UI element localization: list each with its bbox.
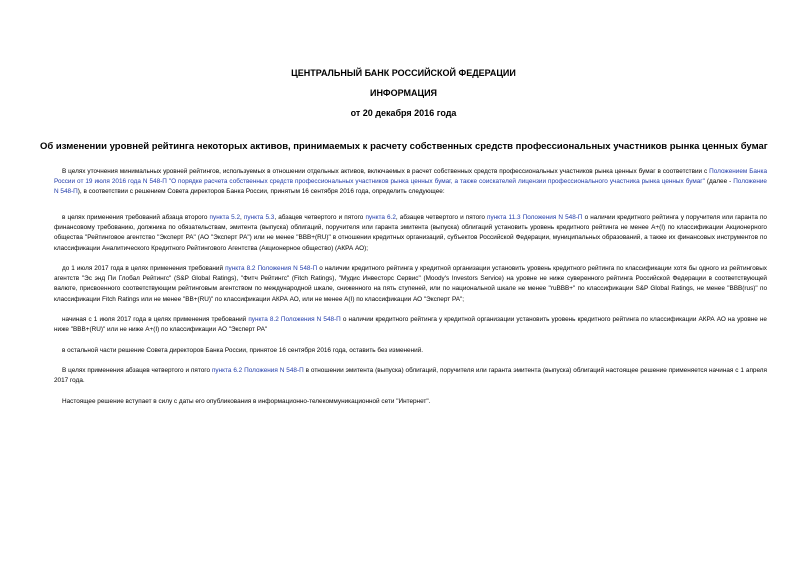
- document-type: ИНФОРМАЦИЯ: [369, 88, 438, 98]
- bank-title: ЦЕНТРАЛЬНЫЙ БАНК РОССИЙСКОЙ ФЕДЕРАЦИИ: [291, 68, 516, 78]
- text: В целях применения абзацев четвертого и пятого: [62, 367, 212, 374]
- text: о наличии кредитного рейтинга у поручителя или гаранта по финансовому требованию, должника по обязательствам, эмитента (выпуска) облигаций, поручителя или гаранта эмитента (выпуска) облигаций установить уровень кредитного рейтинга не менее A+(I) по классификации Акционерного общества "Рейтинговое агентство "Эксперт РА" (АО "Эксперт РА") или не менее "BBB+(RU)" в отношении кредитных организаций, субъектов Российской Федерации, муниципальных образований, а также их финансовых инструментов по классификации Аналитического Кредитного Рейтингового Агентства (Акционерное общество) (АКРА АО);: [54, 214, 767, 252]
- paragraph-item-4: [54, 346, 767, 356]
- document-subject: Об изменении уровней рейтинга некоторых активов, принимаемых к расчету собственных средств профессиональных участников рынка ценных бумаг: [40, 141, 768, 152]
- paragraph-application: [54, 366, 767, 386]
- link-point-5-2[interactable]: пункта 5.2: [209, 214, 240, 221]
- text: (далее -: [704, 178, 734, 186]
- text: о наличии кредитного рейтинга у кредитной организации установить уровень кредитного рейтинга по классификации АКРА АО на уровне не ниже "BBB+(RU)" или не ниже A+(I) по классификации АО "Эксперт РА": [54, 316, 767, 334]
- paragraph-intro: [54, 167, 767, 198]
- text: ), в соответствии с решением Совета директоров Банка России, принятым 16 сентября 2016 года, определить следующее:: [77, 188, 445, 196]
- text: , абзацев четвертого и пятого: [395, 214, 487, 221]
- text: , абзацев четвертого и пятого: [274, 214, 366, 221]
- link-regulation-548p-short[interactable]: Положение N 548-П: [54, 178, 767, 196]
- text: в остальной части решение Совета директоров Банка России, принятое 16 сентября 2016 года, оставить без изменений.: [62, 347, 424, 354]
- paragraph-item-3: [54, 315, 767, 335]
- document-date: от 20 декабря 2016 года: [350, 108, 457, 118]
- paragraph-item-2: [54, 264, 767, 305]
- link-point-6-2-b[interactable]: пункта 6.2 Положения N 548-П: [211, 367, 304, 374]
- text: Настоящее решение вступает в силу с даты его опубликования в информационно-телекоммуникационной сети "Интернет".: [62, 398, 431, 405]
- text: в отношении эмитента (выпуска) облигаций, поручителя или гаранта эмитента (выпуска) облигаций настоящее решение применяется начиная с 1 апреля 2017 года.: [54, 367, 767, 385]
- link-regulation-548p[interactable]: Положением Банка России от 19 июля 2016 года N 548-П "О порядке расчета собственных средств профессиональных участников рынка ценных бумаг, а также соискателей лицензии профессионального участника рынка ценных бумаг": [54, 168, 767, 186]
- text: ,: [240, 214, 244, 221]
- text: в целях применения требований абзаца второго: [62, 214, 210, 221]
- link-point-8-2-b[interactable]: пункта 8.2 Положения N 548-П: [248, 316, 341, 323]
- text: до 1 июля 2017 года в целях применения требований: [62, 265, 226, 272]
- paragraph-item-1: [54, 213, 767, 254]
- text: о наличии кредитного рейтинга у кредитной организации установить уровень кредитного рейтинга по классификации хотя бы одного из рейтинговых агентств "Эс энд Пи Глобал Рейтингс" (S&P Global Ratings), "Фитч Рейтингс" (Fitch Ratings), "Мудис Инвесторс Сервис" (Moody's Investors Service) на уровне не ниже суверенного рейтинга Российской Федерации в соответствующей валюте, присвоенного соответствующим рейтинговым агентством по международной шкале, сниженного на пять ступеней, или по национальной шкале не менее "ruBBB+" по классификации S&P Global Ratings, не менее "BBB(rus)" по классификации Fitch Ratings или не менее "BB+(RU)" по классификации АКРА АО, или не менее A(I) по классификации АО "Эксперт РА";: [54, 265, 767, 303]
- link-point-6-2[interactable]: пункта 6.2: [365, 214, 396, 221]
- text: начиная с 1 июля 2017 года в целях применения требований: [62, 316, 249, 323]
- link-point-11-3[interactable]: пункта 11.3 Положения N 548-П: [486, 214, 583, 221]
- link-point-8-2[interactable]: пункта 8.2 Положения N 548-П: [225, 265, 318, 272]
- link-point-5-3[interactable]: пункта 5.3: [243, 214, 275, 221]
- text: В целях уточнения минимальных уровней рейтингов, используемых в отношении отдельных активов, включаемых в расчет собственных средств профессиональных участников рынка ценных бумаг в соответствии с: [62, 168, 710, 175]
- paragraph-effective-date: [54, 397, 767, 407]
